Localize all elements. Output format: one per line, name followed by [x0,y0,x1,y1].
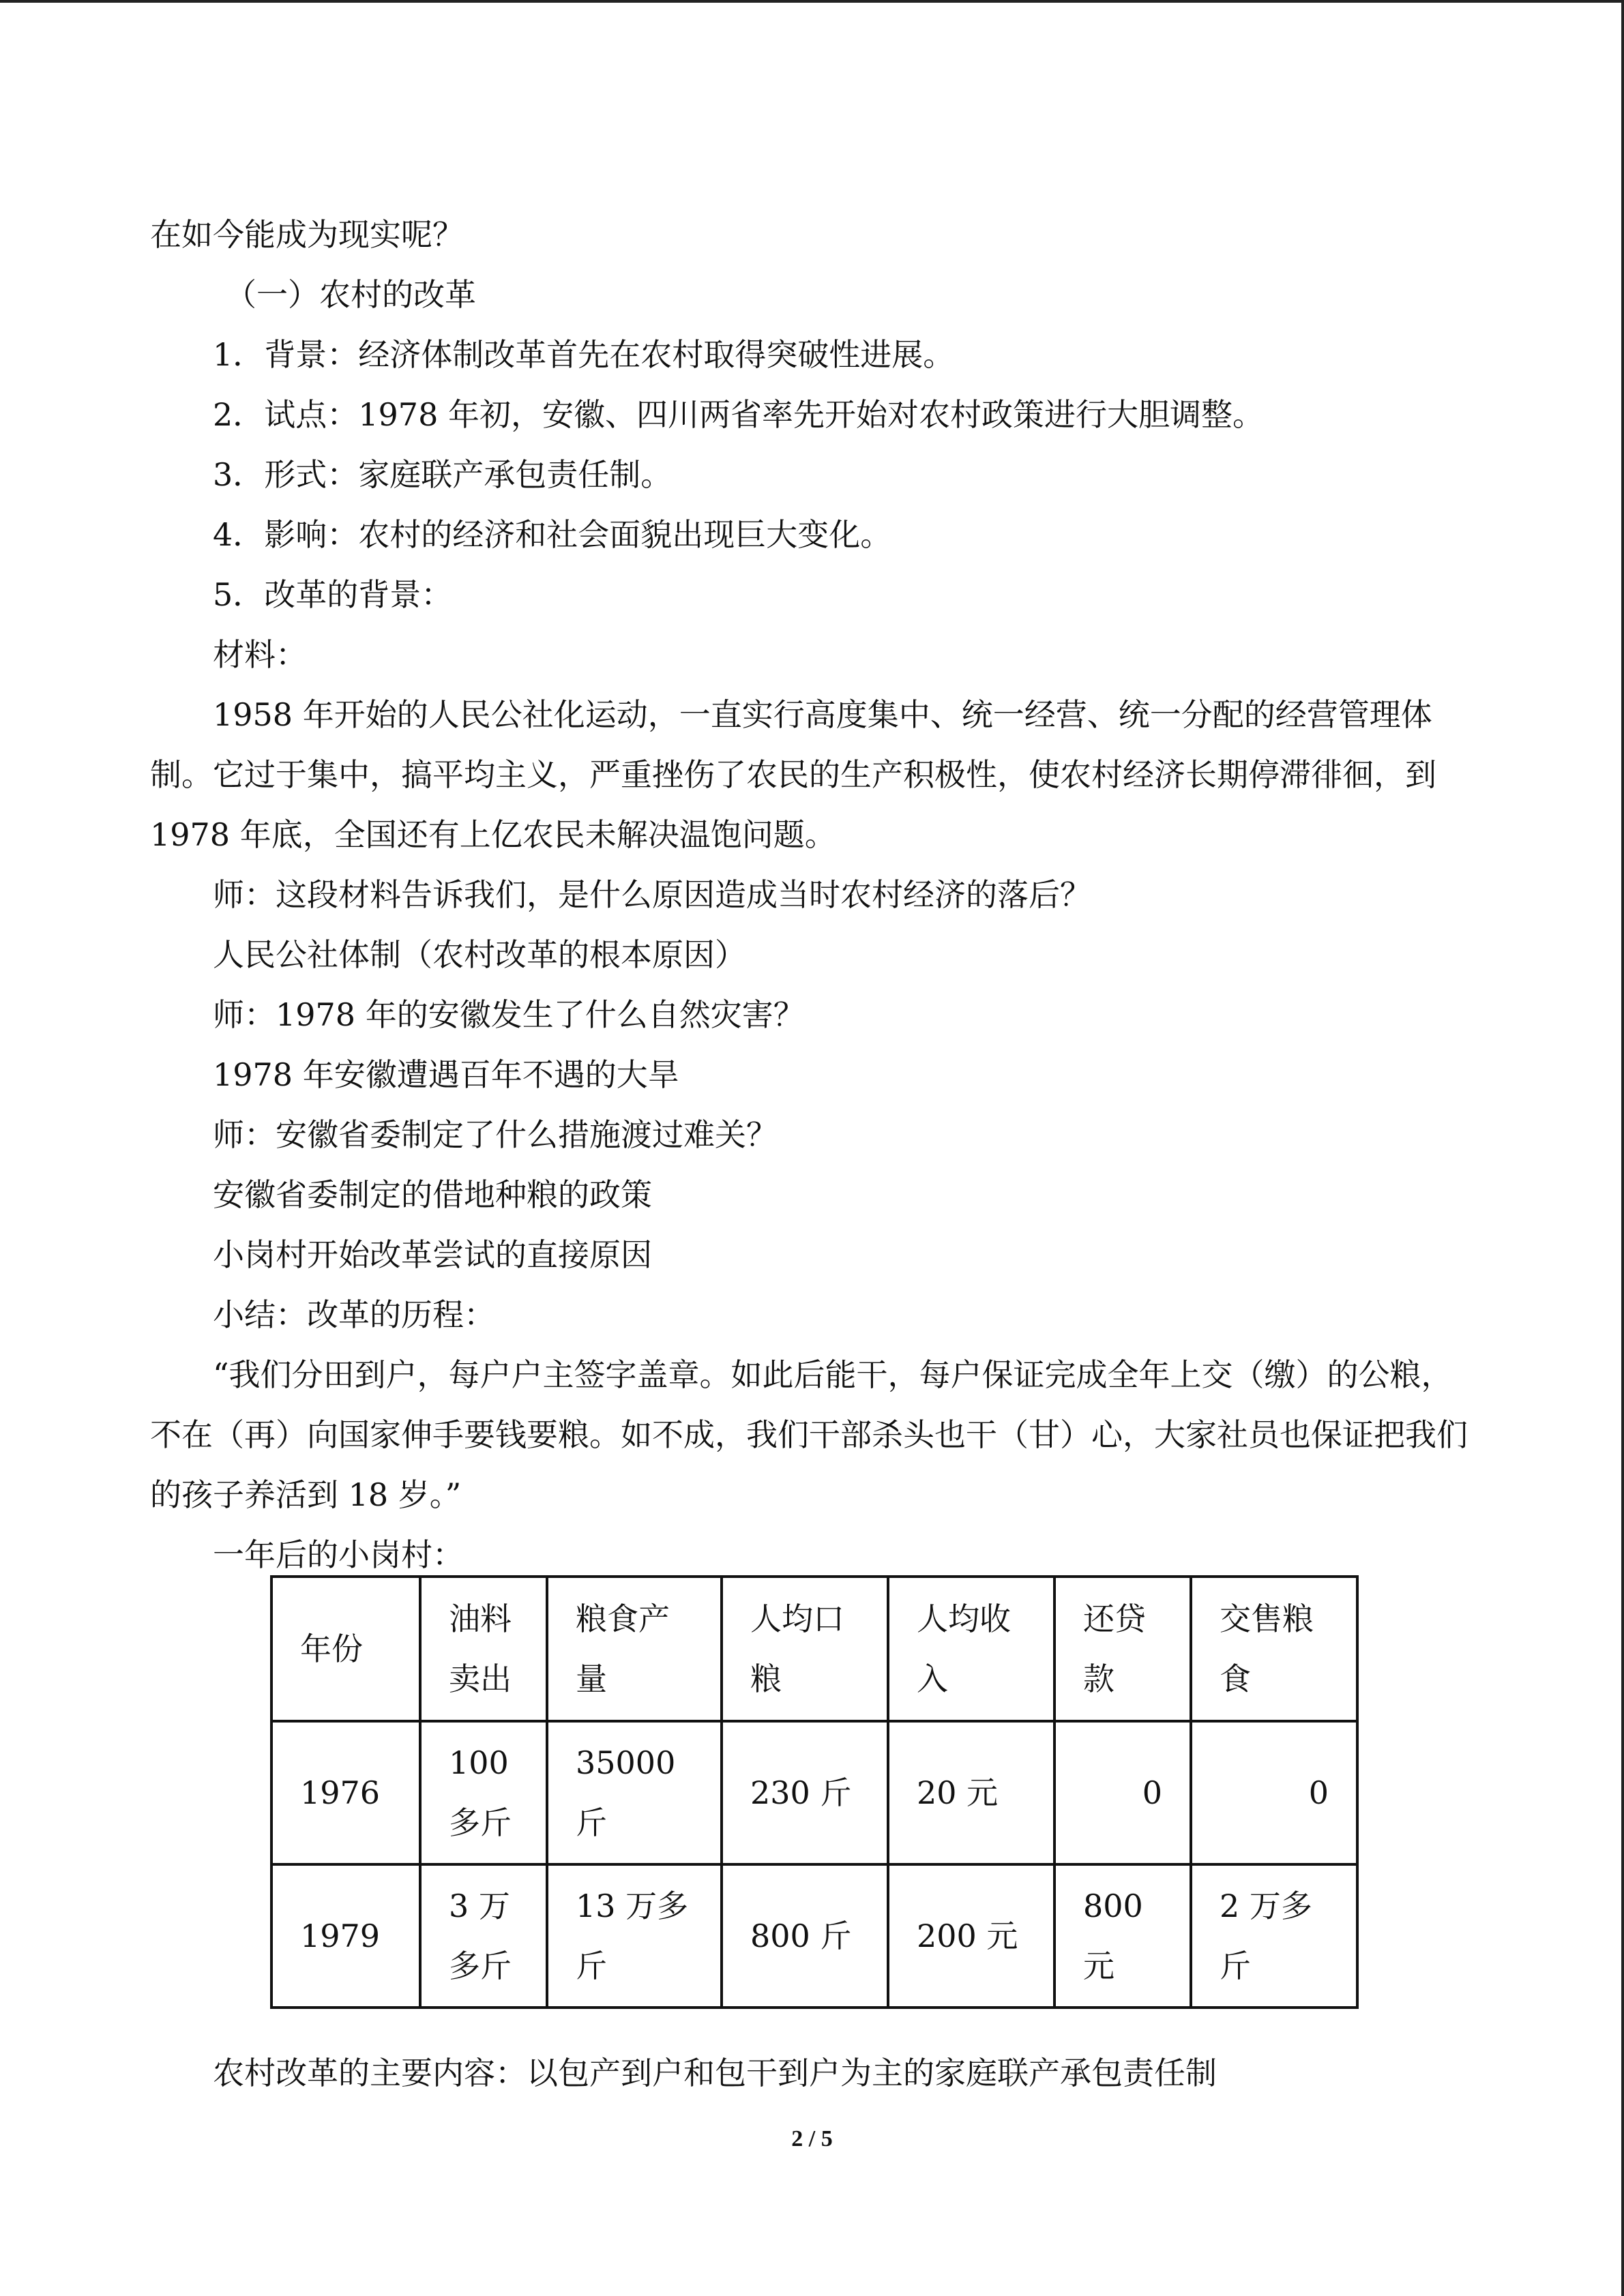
material-label: 材料： [213,636,307,673]
point-pilot: 2．试点：1978 年初，安徽、四川两省率先开始对农村政策进行大胆调整。 [213,396,1264,433]
xiaogang-data-table-wrap [270,1575,1359,2009]
cell-year: 1979 [271,1864,420,2008]
rural-reform-main-content: 农村改革的主要内容：以包产到户和包干到户为主的家庭联产承包责任制 [213,2055,1217,2091]
header-text: 还贷 [1083,1600,1146,1637]
point-impact: 4．影响：农村的经济和社会面貌出现巨大变化。 [213,516,892,553]
cell-text: 斤 [576,1948,607,1984]
header-cell-oil [420,1577,547,1721]
header-cell-grain [547,1577,722,1721]
teacher-question-3: 师：安徽省委制定了什么措施渡过难关？ [213,1116,778,1153]
table-header-row [271,1577,1357,1721]
cell-text: 元 [1083,1948,1114,1984]
cell-text: 多斤 [449,1948,512,1984]
answer-3: 安徽省委制定的借地种粮的政策 [213,1176,652,1213]
cell-loan [1054,1864,1191,2008]
cell-year: 1976 [271,1721,420,1864]
cell-oil [420,1721,547,1864]
xiaogang-data-table [270,1575,1359,2009]
header-text: 粮 [750,1660,782,1697]
cell-text: 800 [1083,1888,1143,1924]
teacher-question-1: 师：这段材料告诉我们，是什么原因造成当时农村经济的落后？ [213,876,1091,913]
cell-income: 20 元 [888,1721,1054,1864]
point-form: 3．形式：家庭联产承包责任制。 [213,456,673,493]
page-number: 2 / 5 [791,2126,833,2151]
document-body [150,205,1473,1585]
header-cell-sold [1191,1577,1357,1721]
header-text: 人均收 [917,1600,1011,1637]
direct-cause: 小岗村开始改革尝试的直接原因 [213,1236,652,1273]
cell-grain [547,1864,722,2008]
header-cell-income [888,1577,1054,1721]
header-cell-ration [722,1577,888,1721]
header-text: 年份 [300,1630,363,1667]
table-caption: 一年后的小岗村： [213,1536,464,1573]
text-line-continuation: 在如今能成为现实呢？ [150,216,464,253]
point-reform-background: 5．改革的背景： [213,576,453,613]
section-heading-rural-reform: （一）农村的改革 [225,276,476,313]
table-row-1976 [271,1721,1357,1864]
cell-text: 多斤 [449,1804,512,1841]
cell-ration: 230 斤 [722,1721,888,1864]
cell-text: 13 万多 [576,1888,689,1924]
header-text: 人均口 [750,1600,844,1637]
cell-sold: 0 [1191,1721,1357,1864]
cell-text: 斤 [576,1804,607,1841]
cell-income: 200 元 [888,1864,1054,2008]
page-top-border [0,0,1624,3]
cell-text: 2 万多 [1220,1888,1312,1924]
cell-grain [547,1721,722,1864]
cell-ration: 800 斤 [722,1864,888,2008]
cell-oil [420,1864,547,2008]
answer-2: 1978 年安徽遭遇百年不遇的大旱 [213,1056,679,1093]
cell-text: 35000 [576,1744,676,1781]
page-right-border [1621,0,1624,2296]
cell-text: 3 万 [449,1888,510,1924]
point-background: 1．背景：经济体制改革首先在农村取得突破性进展。 [213,336,955,373]
header-text: 交售粮 [1220,1600,1314,1637]
header-cell-year [271,1577,420,1721]
header-text: 油料 [449,1600,512,1637]
material-paragraph: 1958 年开始的人民公社化运动，一直实行高度集中、统一经营、统一分配的经营管理体制。它过于集中，搞平均主义，严重挫伤了农民的生产积极性，使农村经济长期停滞徘徊，到 1978 年底，全国还有上亿农民未解决温饱问题。 [150,696,1436,853]
xiaogang-pledge-quote: “我们分田到户，每户户主签字盖章。如此后能干，每户保证完成全年上交（缴）的公粮，不在（再）向国家伸手要钱要粮。如不成，我们干部杀头也干（甘）心，大家社员也保证把我们的孩子养活到 18 岁。” [150,1356,1468,1513]
summary-label: 小结：改革的历程： [213,1296,495,1333]
table-row-1979 [271,1864,1357,2008]
header-text: 食 [1220,1660,1251,1697]
header-text: 量 [576,1660,607,1697]
cell-loan: 0 [1054,1721,1191,1864]
header-cell-loan [1054,1577,1191,1721]
answer-1: 人民公社体制（农村改革的根本原因） [213,936,746,973]
header-text: 粮食产 [576,1600,670,1637]
header-text: 入 [917,1660,948,1697]
header-text: 款 [1083,1660,1114,1697]
cell-text: 斤 [1220,1948,1251,1984]
cell-sold [1191,1864,1357,2008]
cell-text: 100 [449,1744,509,1781]
header-text: 卖出 [449,1660,512,1697]
teacher-question-2: 师：1978 年的安徽发生了什么自然灾害？ [213,996,805,1033]
